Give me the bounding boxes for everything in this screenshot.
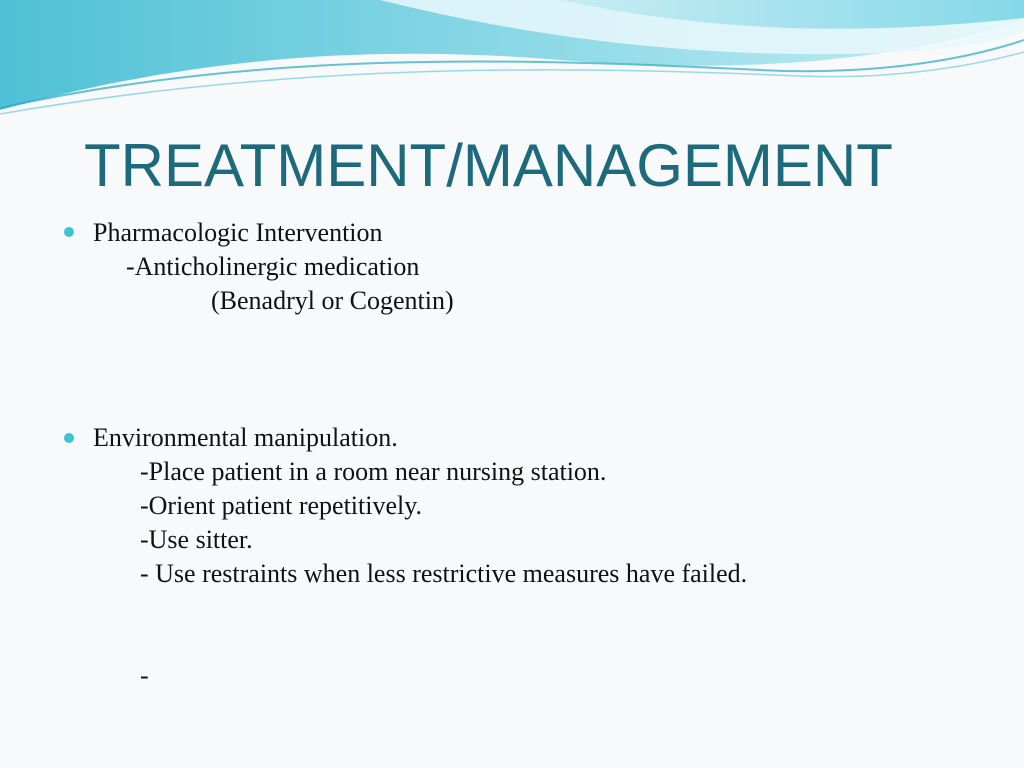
section-line: -Use sitter. bbox=[140, 525, 253, 554]
section-line: - Use restraints when less restrictive measures have failed. bbox=[140, 559, 748, 588]
section-heading-pharmacologic: Pharmacologic Intervention bbox=[93, 218, 383, 247]
section-line: -Anticholinergic medication bbox=[126, 252, 420, 281]
bullet-icon bbox=[64, 433, 74, 443]
section-line: (Benadryl or Cogentin) bbox=[211, 286, 454, 315]
section-line: -Orient patient repetitively. bbox=[140, 491, 423, 520]
section-line: -Place patient in a room near nursing station. bbox=[140, 457, 607, 486]
trailing-dash: - bbox=[140, 661, 149, 690]
slide-title: TREATMENT/MANAGEMENT bbox=[84, 132, 893, 199]
section-heading-environmental: Environmental manipulation. bbox=[93, 423, 398, 452]
header-wave-decoration bbox=[0, 0, 1024, 120]
bullet-icon bbox=[64, 227, 74, 237]
